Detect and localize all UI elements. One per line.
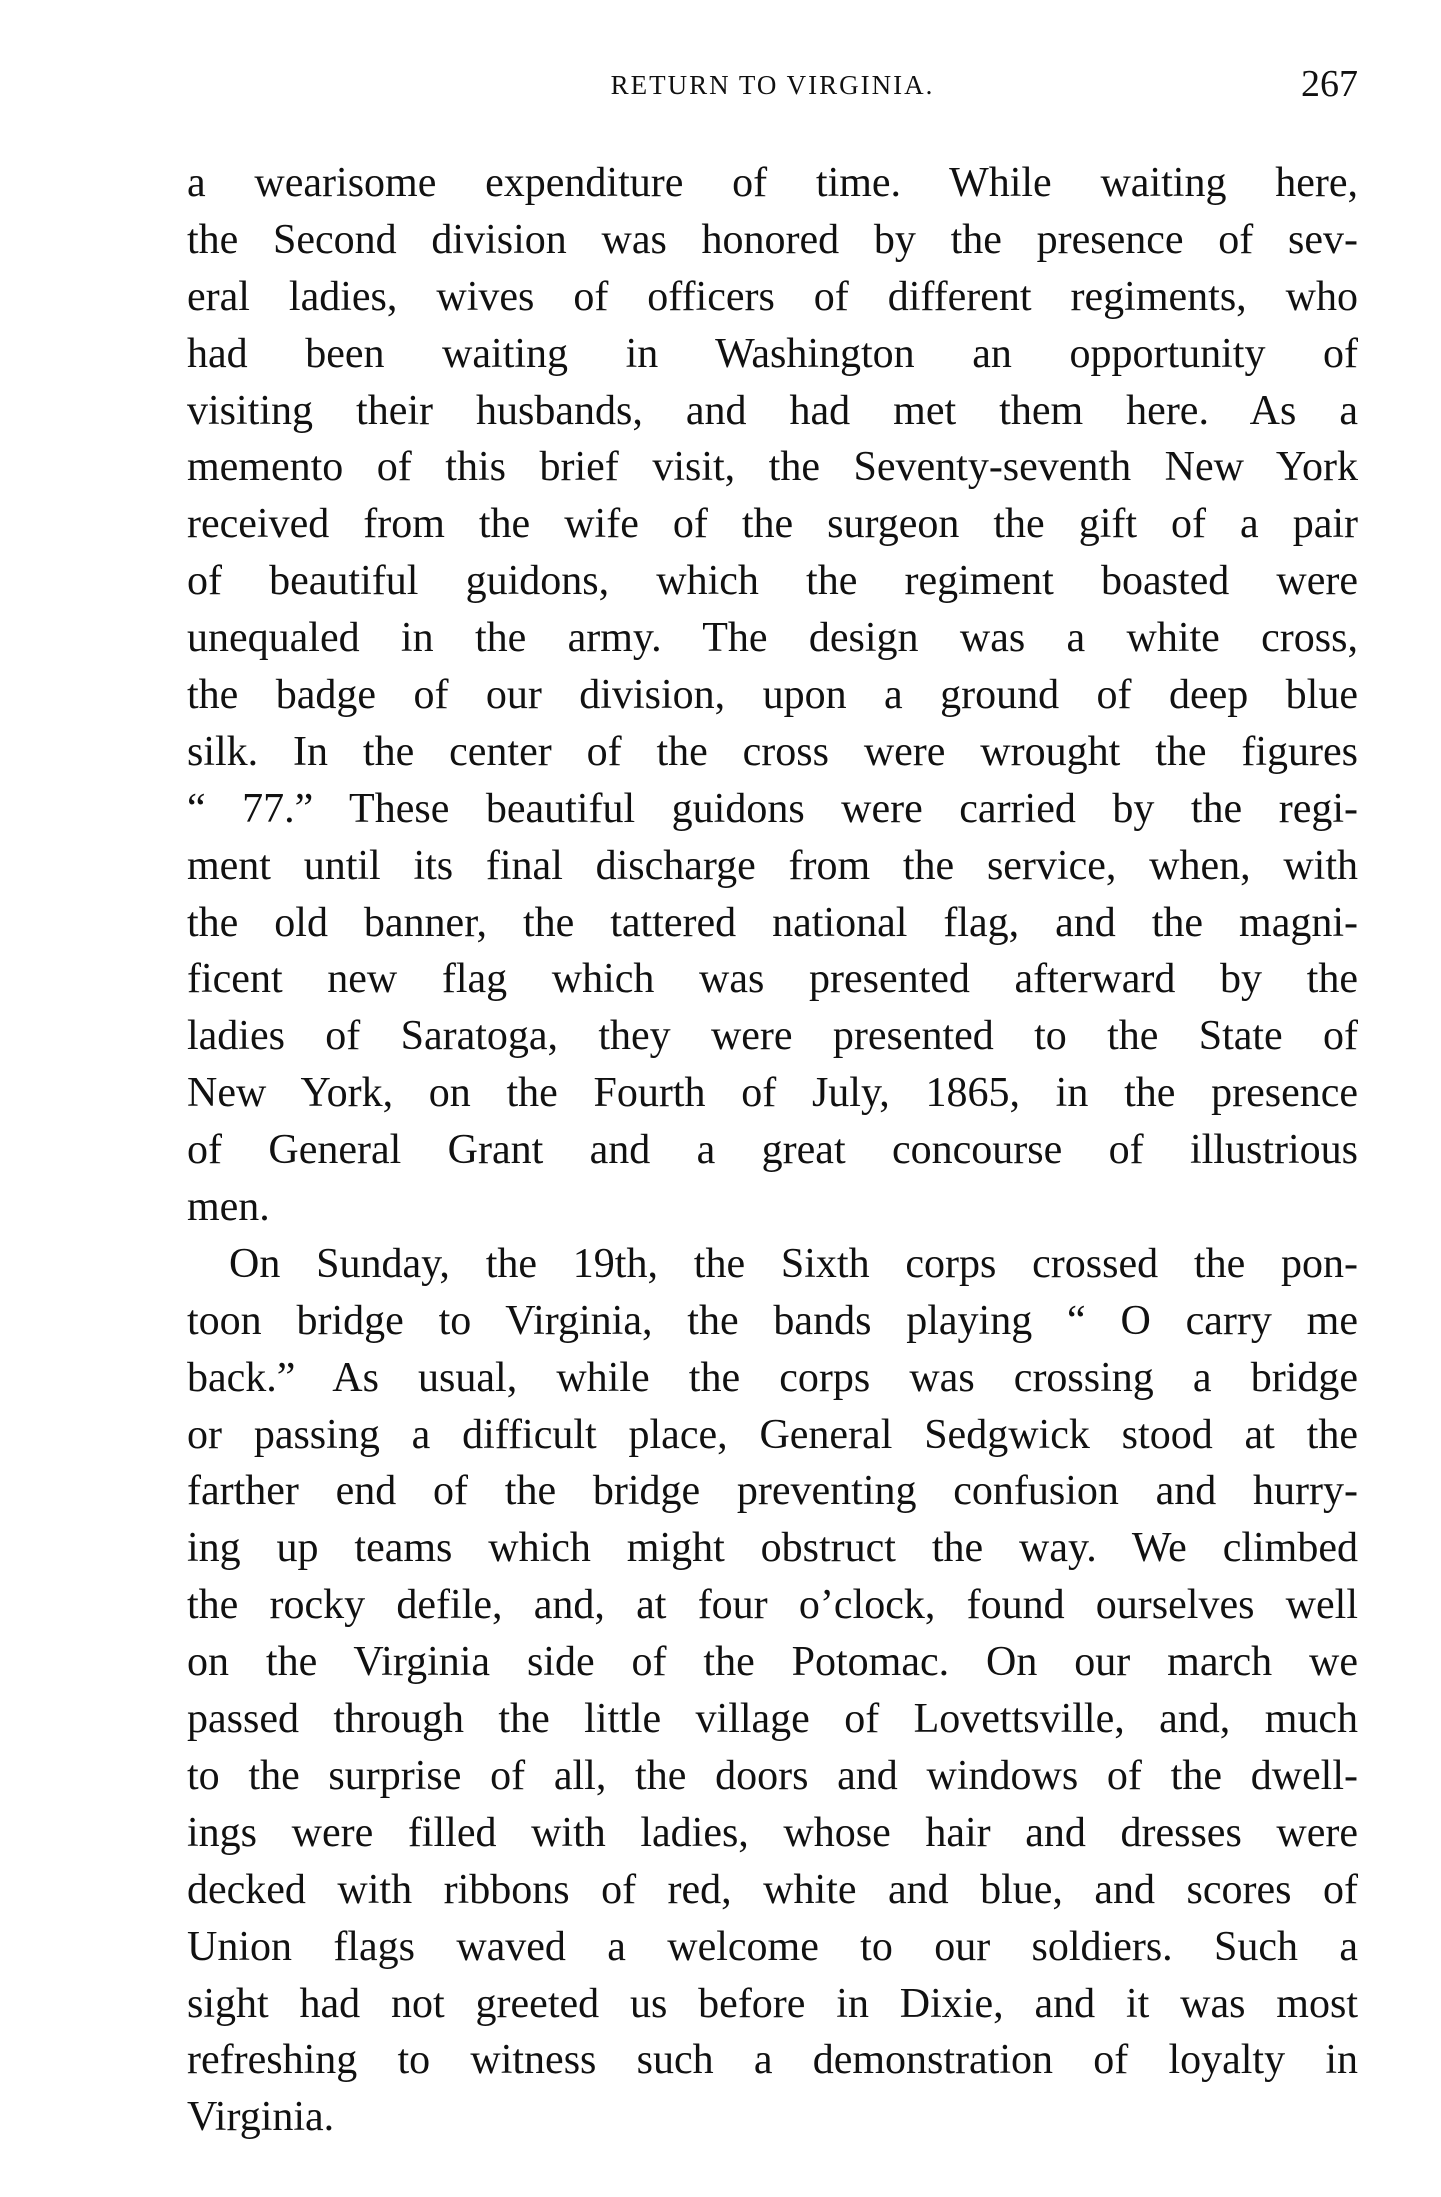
text-line: passed through the little village of Lovettsville, and, much xyxy=(187,1696,1358,1743)
text-line: farther end of the bridge preventing confusion and hurry- xyxy=(187,1468,1358,1515)
body-text xyxy=(187,155,1358,2146)
page-number: 267 xyxy=(1301,63,1358,105)
text-line: silk. In the center of the cross were wrought the figures xyxy=(187,728,1358,775)
text-line: decked with ribbons of red, white and blue, and scores of xyxy=(187,1866,1358,1913)
text-line: the old banner, the tattered national flag, and the magni- xyxy=(187,899,1358,946)
text-line: “ 77.” These beautiful guidons were carried by the regi- xyxy=(187,785,1358,832)
text-line: the rocky defile, and, at four o’clock, found ourselves well xyxy=(187,1582,1358,1629)
text-line: visiting their husbands, and had met them here. As a xyxy=(187,387,1358,434)
text-line: On Sunday, the 19th, the Sixth corps crossed the pon- xyxy=(229,1240,1358,1287)
text-line: refreshing to witness such a demonstration of loyalty in xyxy=(187,2037,1358,2084)
text-line: unequaled in the army. The design was a white cross, xyxy=(187,615,1358,662)
text-line: ficent new flag which was presented afterward by the xyxy=(187,956,1358,1003)
text-line: toon bridge to Virginia, the bands playing “ O carry me xyxy=(187,1297,1358,1344)
text-line: ladies of Saratoga, they were presented to the State of xyxy=(187,1013,1358,1060)
text-line: men. xyxy=(187,1184,270,1231)
text-line: back.” As usual, while the corps was crossing a bridge xyxy=(187,1354,1358,1401)
text-line: ing up teams which might obstruct the way. We climbed xyxy=(187,1525,1358,1572)
text-line: a wearisome expenditure of time. While waiting here, xyxy=(187,160,1358,206)
running-title: RETURN TO VIRGINIA. xyxy=(610,70,935,100)
text-line: memento of this brief visit, the Seventy-seventh New York xyxy=(187,444,1358,491)
text-line: of General Grant and a great concourse of illustrious xyxy=(187,1127,1358,1174)
text-line: had been waiting in Washington an opportunity of xyxy=(187,330,1358,377)
text-line: or passing a difficult place, General Sedgwick stood at the xyxy=(187,1411,1358,1458)
page-header xyxy=(187,62,1358,112)
text-line: of beautiful guidons, which the regiment boasted were xyxy=(187,558,1358,605)
text-line: Virginia. xyxy=(187,2094,335,2141)
text-line: ings were filled with ladies, whose hair and dresses were xyxy=(187,1809,1358,1856)
text-line: New York, on the Fourth of July, 1865, in the presence xyxy=(187,1070,1358,1117)
text-line: the Second division was honored by the presence of sev- xyxy=(187,216,1358,263)
text-line: ment until its final discharge from the service, when, with xyxy=(187,842,1358,889)
text-line: sight had not greeted us before in Dixie, and it was most xyxy=(187,1980,1358,2027)
text-line: Union flags waved a welcome to our soldiers. Such a xyxy=(187,1923,1358,1970)
text-line: on the Virginia side of the Potomac. On our march we xyxy=(187,1639,1358,1686)
text-line: eral ladies, wives of officers of different regiments, who xyxy=(187,273,1358,320)
text-line: to the surprise of all, the doors and windows of the dwell- xyxy=(187,1752,1358,1799)
text-line: the badge of our division, upon a ground of deep blue xyxy=(187,672,1358,719)
text-line: received from the wife of the surgeon the gift of a pair xyxy=(187,501,1358,548)
